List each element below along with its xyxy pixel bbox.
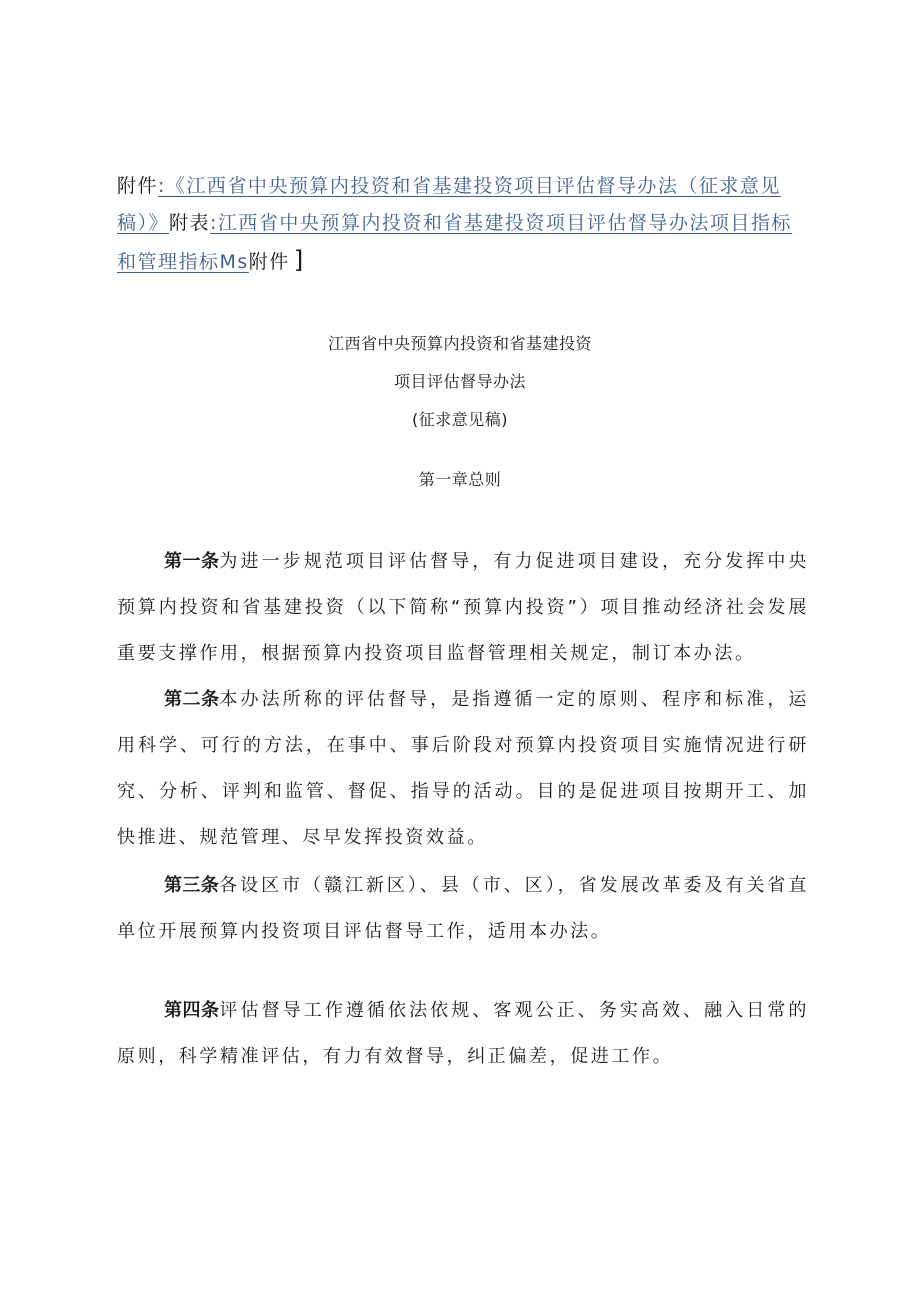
document-title-line2: 项目评估督导办法: [393, 372, 526, 391]
article-4: [117, 988, 809, 1080]
article-3: [117, 863, 809, 955]
article-3-text: 各设区市（赣江新区）、县（市、区），省发展改革委及有关省直单位开展预算内投资项目评估督导工作，适用本办法。: [117, 875, 809, 942]
attachment-prefix: 附件: [117, 175, 159, 197]
attachment-table-label: 附表: [169, 212, 211, 234]
attachment-header: [117, 168, 807, 281]
article-2-label: 第二条: [164, 689, 220, 710]
article-2: [117, 677, 809, 861]
document-title-line1: 江西省中央预算内投资和省基建投资: [327, 334, 592, 353]
document-subtitle: (征求意见稿): [412, 410, 508, 429]
chapter-heading: 第一章总则: [418, 470, 502, 489]
article-4-text: 评估督导工作遵循依法依规、客观公正、务实高效、融入日常的原则，科学精准评估，有力有效督导，纠正偏差，促进工作。: [117, 1000, 810, 1067]
attachment-bracket: ]: [293, 246, 305, 274]
article-2-text: 本办法所称的评估督导，是指遵循一定的原则、程序和标准，运用科学、可行的方法，在事中、事后阶段对预算内投资项目实施情况进行研究、分析、评判和监管、督促、指导的活动。目的是促进项目按期开工、加快推进、规范管理、尽早发挥投资效益。: [117, 689, 810, 848]
attachment-link-indicators[interactable]: :江西省中央预算内投资和省基建投资项目评估督导办法项目指标和管理指标Ms: [117, 212, 792, 273]
attachment-suffix: 附件: [248, 251, 290, 273]
article-1: [117, 539, 809, 677]
article-1-label: 第一条: [164, 551, 220, 572]
attachment-link-draft[interactable]: :《江西省中央预算内投资和省基建投资项目评估督导办法（征求意见稿）》: [117, 175, 781, 234]
article-1-text: 为进一步规范项目评估督导，有力促进项目建设，充分发挥中央预算内投资和省基建投资（以下简称“预算内投资”）项目推动经济社会发展重要支撑作用，根据预算内投资项目监督管理相关规定，制订本办法。: [117, 551, 810, 664]
article-4-label: 第四条: [164, 1000, 220, 1021]
article-3-label: 第三条: [164, 875, 220, 896]
